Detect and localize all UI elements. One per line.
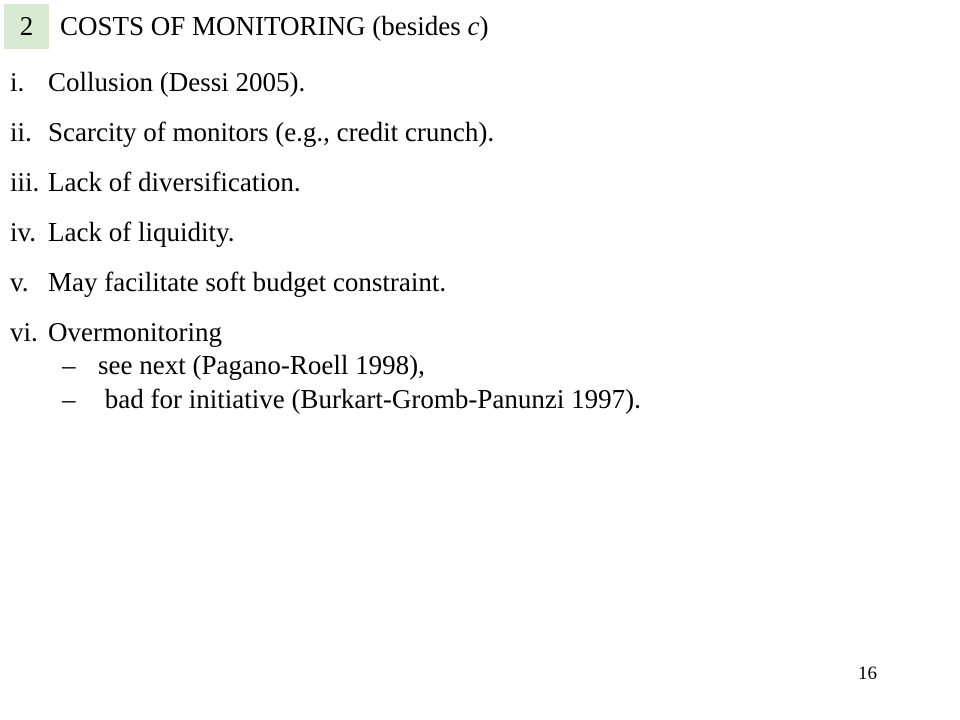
title-variable: c <box>467 11 480 41</box>
item-number: v. <box>10 267 29 297</box>
title-end: ) <box>479 11 489 41</box>
item-number: iv. <box>10 217 36 247</box>
page-number: 16 <box>858 663 877 684</box>
item-text: Lack of diversification. <box>48 167 301 197</box>
title-main: COSTS OF MONITORING (besides <box>60 11 468 41</box>
dash-bullet: – <box>62 384 76 414</box>
item-number: i. <box>10 67 25 97</box>
dash-bullet: – <box>62 350 76 380</box>
item-number: ii. <box>10 117 32 147</box>
item-text: Scarcity of monitors (e.g., credit crunch). <box>48 117 495 147</box>
slide-title <box>60 8 489 44</box>
item-text: Collusion (Dessi 2005). <box>48 67 306 97</box>
item-number: vi. <box>10 317 38 347</box>
item-text: Lack of liquidity. <box>48 217 235 247</box>
sub-item-text: bad for initiative (Burkart-Gromb-Panunzi 1997). <box>98 384 641 414</box>
section-number-badge: 2 <box>4 4 49 49</box>
item-text: Overmonitoring <box>48 317 222 347</box>
sub-item-text: see next (Pagano-Roell 1998), <box>98 350 425 380</box>
item-number: iii. <box>10 167 40 197</box>
item-text: May facilitate soft budget constraint. <box>48 267 447 297</box>
